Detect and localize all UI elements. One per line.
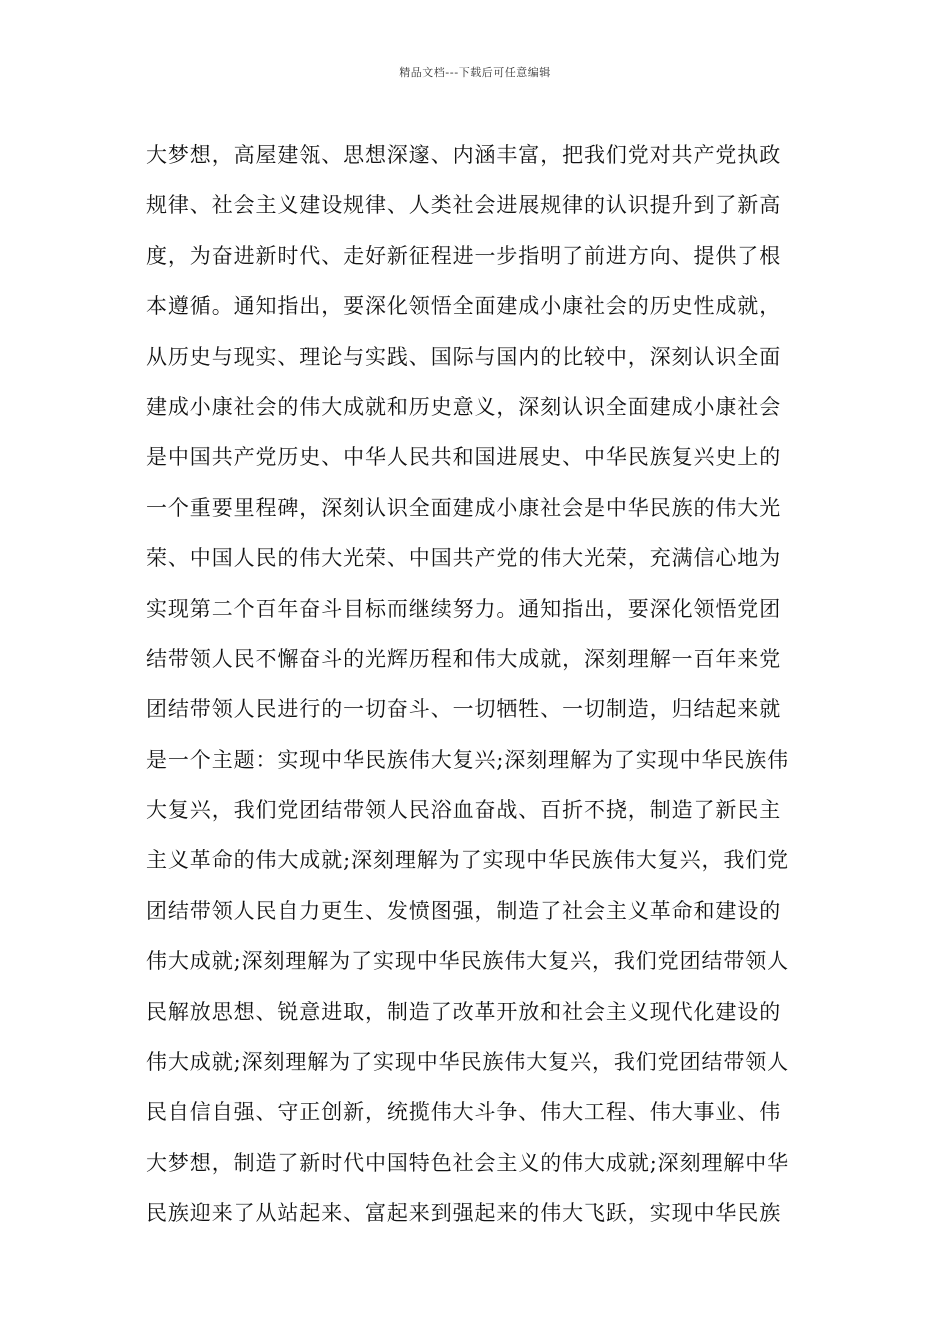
text-line: 大梦想，高屋建瓴、思想深邃、内涵丰富，把我们党对共产党执政 bbox=[146, 143, 782, 167]
text-line: 从历史与现实、理论与实践、国际与国内的比较中，深刻认识全面 bbox=[146, 344, 782, 369]
text-line: 伟大成就;深刻理解为了实现中华民族伟大复兴，我们党团结带领人 bbox=[146, 1050, 790, 1075]
text-line: 是中国共产党历史、中华人民共和国进展史、中华民族复兴史上的 bbox=[146, 445, 782, 470]
text-line: 建成小康社会的伟大成就和历史意义，深刻认识全面建成小康社会 bbox=[146, 394, 782, 419]
text-line: 一个重要里程碑，深刻认识全面建成小康社会是中华民族的伟大光 bbox=[146, 495, 782, 520]
text-line: 实现第二个百年奋斗目标而继续努力。通知指出，要深化领悟党团 bbox=[146, 596, 782, 621]
text-line: 本遵循。通知指出，要深化领悟全面建成小康社会的历史性成就， bbox=[146, 294, 782, 319]
text-line: 团结带领人民进行的一切奋斗、一切牺牲、一切制造，归结起来就 bbox=[146, 697, 782, 722]
page-header: 精品文档---下载后可任意编辑 bbox=[399, 66, 551, 79]
text-line: 民族迎来了从站起来、富起来到强起来的伟大飞跃，实现中华民族 bbox=[146, 1201, 782, 1226]
text-line: 结带领人民不懈奋斗的光辉历程和伟大成就，深刻理解一百年来党 bbox=[146, 646, 782, 671]
text-line: 荣、中国人民的伟大光荣、中国共产党的伟大光荣，充满信心地为 bbox=[146, 546, 782, 571]
text-line: 大复兴，我们党团结带领人民浴血奋战、百折不挠，制造了新民主 bbox=[146, 798, 782, 823]
text-line: 大梦想，制造了新时代中国特色社会主义的伟大成就;深刻理解中华 bbox=[146, 1150, 790, 1175]
text-line: 伟大成就;深刻理解为了实现中华民族伟大复兴，我们党团结带领人 bbox=[146, 949, 790, 974]
text-line: 主义革命的伟大成就;深刻理解为了实现中华民族伟大复兴，我们党 bbox=[146, 848, 790, 873]
text-line: 民自信自强、守正创新，统揽伟大斗争、伟大工程、伟大事业、伟 bbox=[146, 1100, 782, 1125]
body-paragraph bbox=[146, 130, 816, 1239]
text-line: 团结带领人民自力更生、发愤图强，制造了社会主义革命和建设的 bbox=[146, 898, 782, 923]
text-line: 度，为奋进新时代、走好新征程进一步指明了前进方向、提供了根 bbox=[146, 243, 782, 268]
text-line: 民解放思想、锐意进取，制造了改革开放和社会主义现代化建设的 bbox=[146, 999, 782, 1024]
text-line: 是一个主题：实现中华民族伟大复兴;深刻理解为了实现中华民族伟 bbox=[146, 747, 790, 772]
text-line: 规律、社会主义建设规律、人类社会进展规律的认识提升到了新高 bbox=[146, 193, 782, 218]
